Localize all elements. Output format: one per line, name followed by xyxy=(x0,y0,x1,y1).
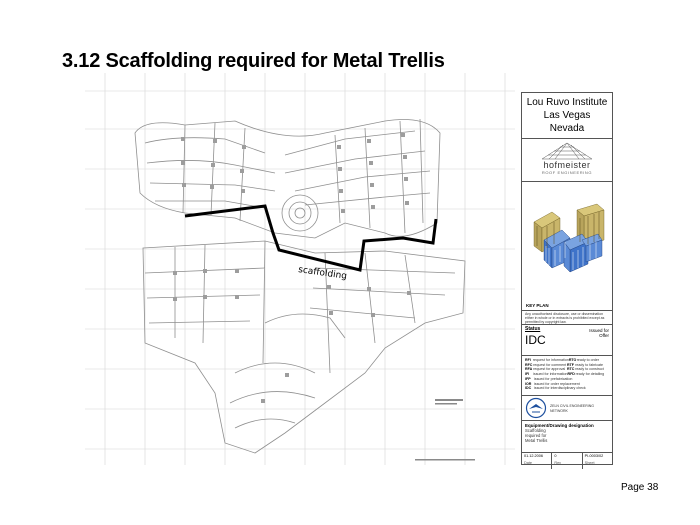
code-desc: issued for information xyxy=(533,372,568,377)
code-desc: issued for prefabrication xyxy=(534,376,573,381)
footer-value: 01.12.2006 xyxy=(524,454,544,458)
designation-line: required for xyxy=(525,433,547,438)
designation-line: Metal Trellis xyxy=(525,438,548,443)
footer-label: Rev xyxy=(554,461,562,465)
code: IOR xyxy=(525,381,532,386)
status-note: Issued for Offer xyxy=(589,328,609,338)
code: RFI xyxy=(525,358,531,362)
copyright-notice: Any unauthorised disclosure, use or dissemination either in whole or in extracts is prohibited except as permitted by copyright law. xyxy=(522,311,612,325)
code-row xyxy=(525,386,609,391)
code-desc: request for comment xyxy=(533,362,567,367)
footer-rev xyxy=(552,453,582,469)
slide-title: 3.12 Scaffolding required for Metal Trellis xyxy=(62,50,445,72)
logo-name: hofmeister xyxy=(543,160,591,170)
footer-value: PI-0003/02 xyxy=(584,454,604,458)
code-desc: ready to fabricate xyxy=(575,362,603,367)
designation-block xyxy=(522,421,612,453)
status-value: IDC xyxy=(525,333,546,347)
code: IFI xyxy=(525,372,530,377)
logo-icon xyxy=(522,139,612,161)
footer-label: Date xyxy=(524,461,533,465)
code: RTF xyxy=(567,362,574,367)
code-desc: issued for interdisciplinary check xyxy=(534,386,586,391)
footer-sheet xyxy=(583,453,612,469)
title-block-footer xyxy=(522,453,612,469)
code-desc: ready for detailing xyxy=(575,372,605,377)
status-label: Status xyxy=(525,326,541,332)
code: RFA xyxy=(525,367,533,372)
designation-line: Scaffolding xyxy=(525,428,546,433)
designation-label: Equipment/Drawing designation xyxy=(525,423,594,428)
code: RFD xyxy=(567,372,575,377)
code: IDC xyxy=(525,386,532,391)
key-plan-label: KEY PLAN xyxy=(526,303,549,308)
drawing-title-block xyxy=(521,92,613,465)
code: IFP xyxy=(525,376,531,381)
footer-label: Sheet xyxy=(584,461,595,465)
code-desc: issued for order replacement xyxy=(534,381,580,386)
project-name xyxy=(522,93,612,139)
network-block xyxy=(522,396,612,421)
code-desc: request for information xyxy=(532,358,569,362)
upper-building-outline xyxy=(135,119,440,238)
key-plan-building-icon xyxy=(522,182,612,300)
footer-date xyxy=(522,453,552,469)
page-number: Page 38 xyxy=(621,482,659,493)
drawing-notes xyxy=(415,399,475,461)
key-plan xyxy=(522,182,612,311)
code: RTC xyxy=(567,367,575,372)
code-desc: ready to construct xyxy=(575,367,604,372)
status-block xyxy=(522,325,612,356)
code-desc: request for approval xyxy=(533,367,566,372)
logo-subtitle: ROOF ENGINEERING xyxy=(541,170,593,175)
network-name: ZELN CIVIL ENGINEERING NETWORK xyxy=(550,404,595,413)
network-logo-icon xyxy=(525,397,547,419)
code: RTO xyxy=(568,358,577,362)
project-line-2: Las Vegas xyxy=(543,110,591,121)
status-codes-legend xyxy=(522,356,612,396)
footer-value: 0 xyxy=(554,454,557,458)
project-line-1: Lou Ruvo Institute xyxy=(526,97,608,108)
scaffolding-annotation: scaffolding xyxy=(297,265,348,282)
code-desc: ready to order xyxy=(576,358,600,362)
code: RFC xyxy=(525,362,533,367)
project-line-3: Nevada xyxy=(549,123,585,134)
company-logo xyxy=(522,139,612,182)
